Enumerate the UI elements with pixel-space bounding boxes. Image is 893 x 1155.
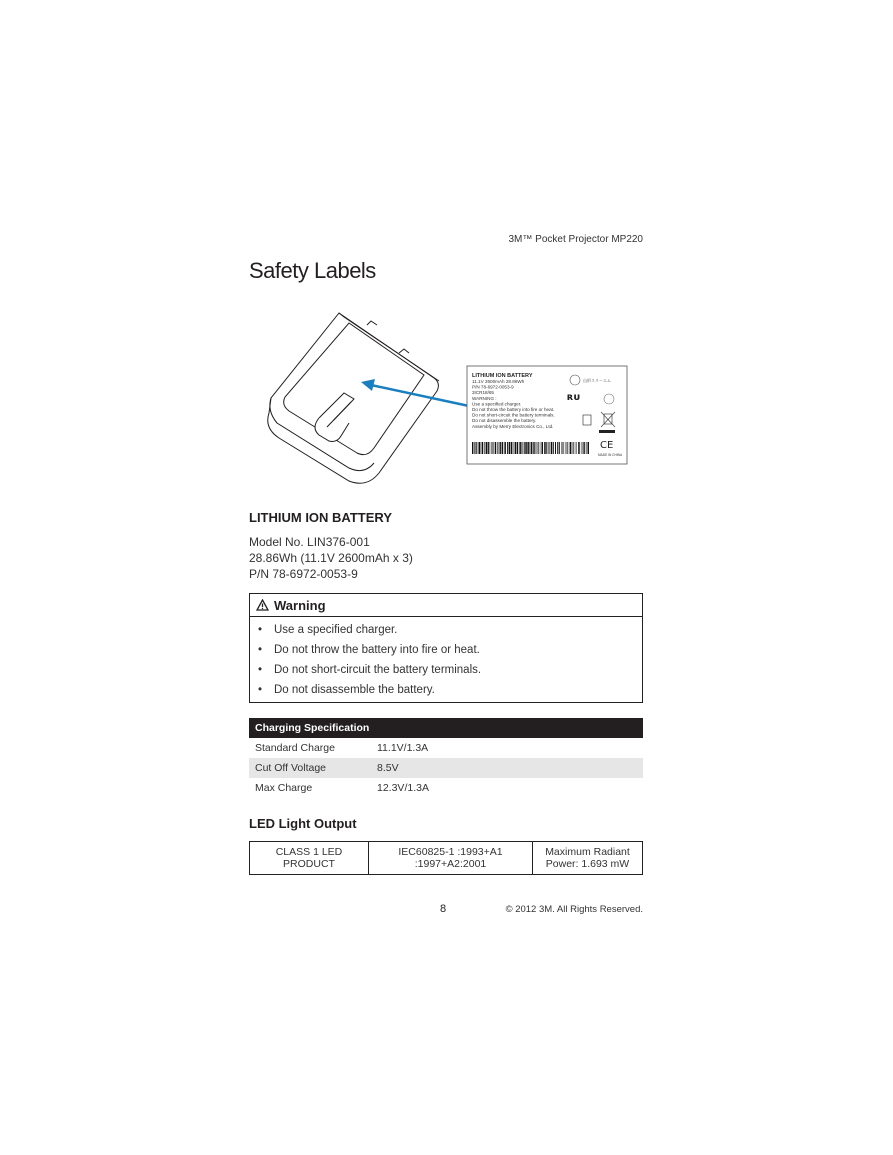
barcode-bar	[567, 442, 568, 454]
barcode-bar	[527, 442, 529, 454]
barcode-bar	[504, 442, 506, 454]
label-brand: 山形スリーエム	[583, 378, 611, 383]
page-number: 8	[440, 903, 447, 915]
warning-item: • Do not disassemble the battery.	[258, 684, 435, 696]
warning-header	[250, 594, 642, 617]
spec-label: Standard Charge	[255, 742, 335, 754]
barcode-bar	[561, 442, 562, 454]
barcode-bar	[562, 442, 563, 454]
spec-label: Cut Off Voltage	[249, 758, 371, 778]
header-product-name: 3M™ Pocket Projector MP220	[508, 234, 643, 245]
spec-value: 12.3V/1.3A	[377, 782, 429, 794]
led-heading: LED Light Output	[249, 816, 357, 831]
barcode-bar	[497, 442, 498, 454]
barcode-bar	[533, 442, 534, 454]
barcode-bar	[531, 442, 533, 454]
barcode-bar	[507, 442, 508, 454]
charging-spec-table	[249, 718, 643, 798]
barcode-bar	[486, 442, 488, 454]
barcode-bar	[482, 442, 484, 454]
warning-item: • Do not short-circuit the battery terminals.	[258, 664, 482, 676]
label-line: WARNING :	[472, 395, 497, 401]
barcode-bar	[513, 442, 514, 454]
warning-item: • Do not throw the battery into fire or heat.	[258, 644, 480, 656]
model-number: Model No. LIN376-001	[249, 535, 370, 549]
led-standard-cell: IEC60825-1 :1993+A1 :1997+A2:2001	[369, 842, 533, 875]
barcode-bar	[583, 442, 584, 454]
barcode-bar	[581, 442, 582, 454]
barcode-bar	[570, 442, 572, 454]
barcode-bar	[586, 442, 587, 454]
barcode-bar	[569, 442, 570, 454]
barcode-bar	[538, 442, 539, 454]
barcode-bar	[490, 442, 491, 454]
barcode-bar	[495, 442, 497, 454]
barcode-bar	[588, 442, 590, 454]
barcode-bar	[557, 442, 558, 454]
warning-list	[250, 617, 642, 702]
label-line: Do not short-circuit the battery terminals.	[472, 412, 555, 418]
barcode-bar	[515, 442, 517, 454]
barcode-bar	[544, 442, 546, 454]
barcode-bar	[575, 442, 576, 454]
table-row	[249, 758, 643, 778]
barcode-bar	[484, 442, 485, 454]
barcode-bar	[565, 442, 566, 454]
barcode-bar	[522, 442, 523, 454]
barcode-bar	[500, 442, 501, 454]
barcode-bar	[540, 442, 541, 454]
led-output-table	[249, 841, 643, 875]
barcode-bar	[493, 442, 494, 454]
barcode-bar	[511, 442, 513, 454]
table-row	[250, 842, 643, 875]
label-line: Assembly by Merry Electronics Co., Ltd.	[472, 423, 554, 429]
barcode-bar	[509, 442, 511, 454]
barcode-bar	[479, 442, 481, 454]
barcode-bar	[551, 442, 553, 454]
label-line: Do not disassemble the battery.	[472, 418, 537, 424]
barcode-bar	[577, 442, 578, 454]
label-title: LITHIUM ION BATTERY	[472, 373, 533, 379]
battery-section-heading: LITHIUM ION BATTERY	[249, 510, 392, 525]
ul-mark-icon: ʀᴜ	[567, 392, 580, 403]
spec-label: Max Charge	[255, 782, 313, 794]
warning-item: • Use a specified charger.	[258, 624, 398, 636]
barcode-bar	[530, 442, 531, 454]
table-row	[249, 778, 643, 798]
label-line: Do not throw the battery into fire or heat.	[472, 407, 555, 412]
label-line: 3ICR18/65	[472, 390, 494, 396]
barcode-bar	[534, 442, 535, 454]
led-power-cell: Maximum Radiant Power: 1.693 mW	[533, 842, 643, 875]
charging-spec-header: Charging Specification	[249, 718, 643, 738]
barcode-bar	[499, 442, 500, 454]
barcode-bar	[559, 442, 560, 454]
part-number: P/N 78-6972-0053-9	[249, 567, 358, 581]
spec-value: 11.1V/1.3A	[377, 742, 429, 754]
model-info	[249, 534, 413, 582]
barcode-bar	[472, 442, 473, 454]
label-made-in: MADE IN CHINA	[598, 453, 623, 457]
barcode-bar	[491, 442, 492, 454]
page-title: Safety Labels	[249, 258, 376, 283]
barcode-bar	[475, 442, 476, 454]
barcode-bar	[584, 442, 585, 454]
barcode-bar	[578, 442, 580, 454]
barcode-bar	[517, 442, 519, 454]
barcode-bar	[555, 442, 556, 454]
battery-label-sticker	[467, 366, 627, 464]
ce-mark-icon: CE	[600, 440, 614, 451]
barcode-bar	[549, 442, 550, 454]
warning-triangle-icon	[256, 599, 269, 611]
barcode-bar	[502, 442, 504, 454]
copyright: © 2012 3M. All Rights Reserved.	[505, 904, 643, 915]
warning-box	[249, 593, 643, 703]
led-class-cell: CLASS 1 LED PRODUCT	[250, 842, 369, 875]
battery-illustration	[249, 303, 643, 503]
spec-value: 8.5V	[371, 758, 643, 778]
battery-drawing	[268, 313, 439, 483]
barcode-bar	[563, 442, 564, 454]
label-line: 11.1V 2600mAh 28.86Wh	[472, 379, 525, 384]
barcode-bar	[542, 442, 544, 454]
barcode-bar	[524, 442, 525, 454]
barcode-bar	[481, 442, 482, 454]
barcode-bar	[474, 442, 475, 454]
table-row	[249, 738, 643, 758]
barcode-bar	[553, 442, 554, 454]
barcode-bar	[546, 442, 547, 454]
capacity-line: 28.86Wh (11.1V 2600mAh x 3)	[249, 551, 413, 565]
warning-title: Warning	[274, 597, 326, 613]
label-line: Use a specified charger.	[472, 401, 522, 407]
barcode-bar	[488, 442, 489, 454]
barcode-bar	[536, 442, 537, 454]
barcode-bar	[476, 442, 477, 454]
barcode-bar	[525, 442, 527, 454]
barcode-bar	[519, 442, 521, 454]
label-line: P/N 78-6972-0053-9	[472, 384, 514, 390]
barcode-bar	[573, 442, 574, 454]
